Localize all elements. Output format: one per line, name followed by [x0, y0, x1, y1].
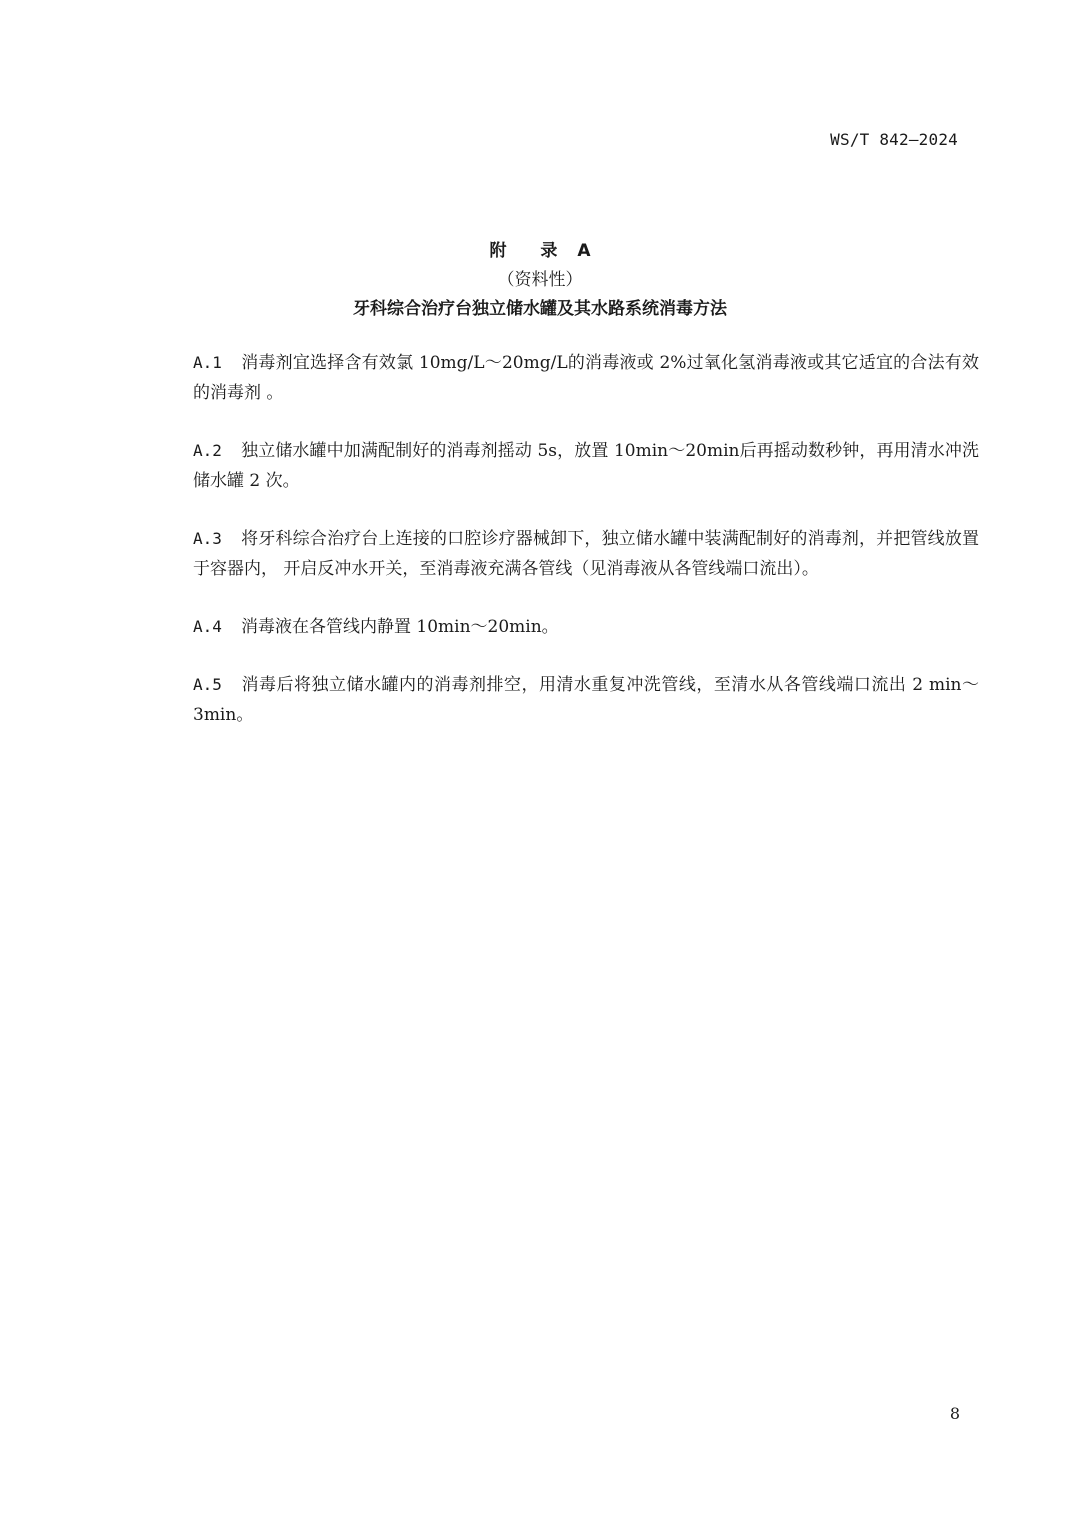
clause-list [193, 348, 979, 758]
standard-code: WS/T 842—2024 [830, 130, 958, 149]
page-number: 8 [949, 1404, 960, 1423]
clause-text: 消毒后将独立储水罐内的消毒剂排空，用清水重复冲洗管线，至清水从各管线端口流出 2 min～3min。 [193, 675, 979, 725]
clause-text: 消毒剂宜选择含有效氯 10mg/L～20mg/L的消毒液或 2%过氧化氢消毒液或其它适宜的合法有效的消毒剂 。 [193, 353, 979, 403]
appendix-letter: A [577, 241, 591, 261]
clause-number: A.5 [193, 675, 222, 694]
appendix-label: 附 录 [489, 241, 572, 261]
clause-number: A.2 [193, 441, 222, 460]
clause-text: 消毒液在各管线内静置 10min～20min。 [241, 617, 559, 637]
clause-text: 独立储水罐中加满配制好的消毒剂摇动 5s，放置 10min～20min后再摇动数秒钟，再用清水冲洗储水罐 2 次。 [193, 441, 979, 491]
clause-number: A.3 [193, 529, 222, 548]
appendix-title: 牙科综合治疗台独立储水罐及其水路系统消毒方法 [353, 299, 727, 319]
clause-a4 [193, 612, 979, 642]
clause-a5 [193, 670, 979, 730]
clause-number: A.4 [193, 617, 222, 636]
appendix-heading [0, 236, 1080, 261]
clause-a1 [193, 348, 979, 408]
clause-a3 [193, 524, 979, 584]
clause-number: A.1 [193, 353, 222, 372]
appendix-nature: （资料性） [497, 270, 583, 290]
clause-text: 将牙科综合治疗台上连接的口腔诊疗器械卸下，独立储水罐中装满配制好的消毒剂，并把管线放置于容器内， 开启反冲水开关，至消毒液充满各管线（见消毒液从各管线端口流出）。 [193, 529, 979, 579]
clause-a2 [193, 436, 979, 496]
